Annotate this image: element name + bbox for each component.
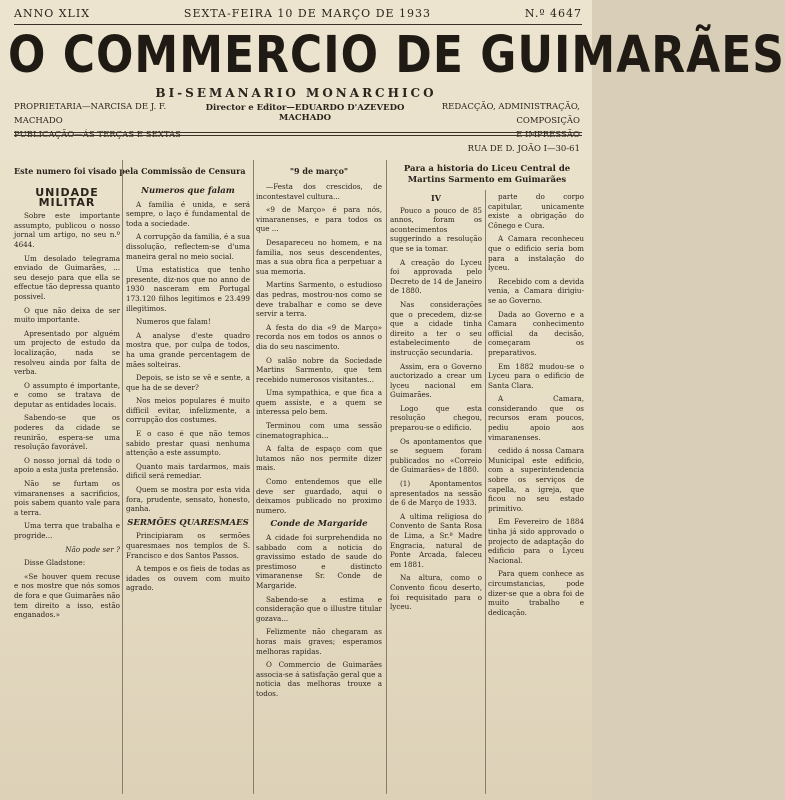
paragraph: E o caso é que não temos sabido prestar quasi nenhuma attenção a este assumpto. [126,429,250,458]
paragraph: Como entendemos que elle deve ser guardado, aqui o deixamos publicado no proximo numero. [256,477,382,515]
column-liceu-history [390,192,482,794]
header-rule-2 [14,135,582,136]
paragraph: Terminou com uma sessão cinematographica... [256,421,382,440]
paragraph: Sabendo-se que os poderes da cidade se reunirão, espera-se uma resolução favorável. [14,413,120,452]
director-line: Director e Editor—EDUARDO D'AZEVEDO MACHADO [205,103,405,123]
paragraph: «9 de Março» é para nós, vimaranenses, e para todos os que ... [256,205,382,234]
column-9-de-marco [256,182,382,794]
article-heading: Conde de Margaride [270,519,368,530]
column-divider [253,160,254,794]
address-line: RUA DE D. JOÃO I—30-61 [467,144,580,154]
paragraph: Recebido com a devida venia, a Camara dirigiu-se ao Governo. [488,276,584,305]
paragraph: Depois, se isto se vê e sente, a que ha de se dever? [126,373,250,392]
address-info [400,100,580,156]
paragraph: O assumpto é importante, e como se tratava de deputar as entidades locais. [14,380,120,409]
paragraph: Os apontamentos que se seguem foram publicados no «Correio de Guimarães» de 1880. [390,436,482,475]
masthead-subtitle: BI-SEMANARIO MONARCHICO [155,86,437,100]
paragraph: Um desolado telegrama enviado de Guimarães, ... seu desejo para que ella se effectue tão depressa quanto possivel. [14,253,120,301]
paragraph: A Camara reconheceu que o edificio seria bom para a instalação do lyceu. [488,234,584,273]
paragraph: «Se houver quem recuse e nos mostre que nós somos de fora e que Guimarães não tem direito a isso, estão enganados.» [14,571,120,620]
paragraph: Nas considerações que o precedem, diz-se que a cidade tinha direito a ter o seu estabelecimento de instrucção secundaria. [390,299,482,357]
paragraph: Para quem conhece as circumstancias, pode dizer-se que a obra foi de muito trabalho e dedicação. [488,569,584,617]
issue-number: N.º 4647 [524,6,582,20]
column-unidade-militar [14,182,120,794]
paragraph: Na altura, como o Convento ficou deserto, foi requisitado para o lyceu. [390,573,482,612]
header-rule [14,132,582,133]
paragraph: A corrupção da familia, é a sua dissolução, reflectem-se d'uma maneira geral no meio social. [126,232,250,261]
paragraph: Nos meios populares é muito difficil evitar, infelizmente, a corrupção dos costumes. [126,396,250,425]
paragraph: parte do corpo capitular, unicamente existe a obrigação do Cônego e Cura. [488,192,584,230]
paragraph: A festa do dia «9 de Março» recorda nos em todos os annos o dia do seu nascimento. [256,322,382,351]
paragraph: O salão nobre da Sociedade Martins Sarmento, que tem recebido numerosos visitantes... [256,355,382,384]
paragraph: Assim, era o Governo auctorizado a crear um lyceu nacional em Guimarães. [390,361,482,400]
paragraph: Pouco a pouco de 85 annos, foram os acontecimentos suggerindo a resolução que se ia tomar. [390,205,482,253]
censorship-notice: Este numero foi visado pela Commissão de Censura [14,166,246,176]
paragraph: A creação do Lyceu foi approvada pelo Decreto de 14 de Janeiro de 1880. [390,257,482,296]
impressao-line: E IMPRESSÃO [516,130,580,140]
redaction-line: REDACÇÃO, ADMINISTRAÇÃO, COMPOSIÇÃO [441,102,580,126]
paragraph: Sabendo-se a estima e consideração que o illustre titular gozava... [256,594,382,623]
column-divider [122,160,123,794]
proprietor-line: PROPRIETARIA—NARCISA DE J. F. MACHADO [14,102,167,126]
paragraph: A tempos e os fieis de todas as idades os ouvem com muito agrado. [126,564,250,593]
paragraph: Logo que esta resolução chegou, preparou-se o edificio. [390,403,482,433]
section-numeral: IV [431,193,441,203]
masthead-title: O COMMERCIO DE GUIMARÃES [8,26,785,85]
paragraph: Quem se mostra por esta vida fora, prudente, sensato, honesto, ganha. [126,485,250,514]
paragraph: A analyse d'este quadro mostra que, por culpa de todos, ha uma grande percentagem de mães solteiras. [126,330,250,369]
article-heading: Numeros que falam [141,186,235,196]
paragraph: A Camara, considerando que os recursos eram poucos, pediu apoio aos vimaranenses. [488,394,584,442]
paragraph: A ultima religiosa do Convento de Santa Rosa de Lima, a Sr.ª Madre Engracia, natural de Ponte Arcada, faleceu em 1881. [390,511,482,569]
paragraph: Uma terra que trabalha e progride... [14,521,120,540]
paragraph: Disse Gladstone: [24,558,86,568]
history-headline: Para a historia do Liceu Central de Martins Sarmento em Guimarães [403,164,571,185]
paragraph: Uma sympathica, e que fica a quem assiste, e a quem se interessa pelo bem. [256,388,382,417]
paragraph: O que não deixa de ser muito importante. [14,305,120,325]
paragraph: A falta de espaço com que lutamos não nos permite dizer mais. [256,444,382,473]
paragraph: —Festa dos crescidos, de incontestavel cultura... [256,182,382,201]
paragraph: Sobre este importante assumpto, publicou o nosso jornal um artigo, no seu n.º 4644. [14,211,120,249]
paragraph: Dada ao Governo e a Camara conhecimento official da decisão, começaram os preparativos. [488,309,584,357]
top-rule [14,24,582,25]
dateline [14,4,582,22]
paragraph: O Commercio de Guimarães associa-se á satisfação geral que a noticia das melhoras trouxe a todos. [256,660,382,698]
paragraph: Apresentado por alguém um projecto de estudo da localização, nada se resolveu ainda por falta de verba. [14,328,120,377]
footnote: (1) Apontamentos apresentados na sessão de 6 de Março de 1933. [390,479,482,508]
paragraph: Em 1882 mudou-se o Lyceu para o edificio de Santa Clara. [488,361,584,390]
paragraph: Martins Sarmento, o estudioso das pedras, mostrou-nos como se deve trabalhar e como se deve servir a terra. [256,280,382,319]
paragraph: Desapareceu no homem, e na familia, nos seus descendentes, mas a sua obra fica a perpetuar a sua memoria. [256,237,382,276]
paragraph: Em Fevereiro de 1884 tinha já sido approvado o projecto de adaptação do edificio para o Lyceu Nacional. [488,517,584,565]
paragraph: Uma estatistica que tenho presente, diz-nos que no anno de 1930 nasceram em Portugal 173.120 filhos legitimos e 23.499 illegitimos. [126,265,250,313]
article-heading: SERMÕES QUARESMAES [127,517,249,528]
paragraph: A cidade foi surprehendida no sabbado com a noticia do gravissimo estado de saude do prestimoso e distincto vimaranense Sr. Conde de Margaride. [256,533,382,590]
paragraph: Felizmente não chegaram as horas mais graves; esperamos melhoras rapidas. [256,627,382,656]
paragraph: Quanto mais tardarmos, mais dificil será remediar. [126,461,250,481]
signature: Não pode ser ? [65,544,120,554]
column-divider [386,160,387,794]
paragraph: A familia é unida, e será sempre, o laço é fundamental de toda a sociedade. [126,199,250,228]
date-label: SEXTA-FEIRA 10 DE MARÇO DE 1933 [183,6,432,20]
column-divider [485,190,486,794]
article-heading: UNIDADE MILITAR [35,186,99,209]
paragraph: cedido á nossa Camara Municipal este edificio, com a superintendencia sobre os serviços de capella, a igreja, que ficou no seu estado primitivo. [488,446,584,513]
column-numeros-que-falam [126,182,250,794]
paragraph: O nosso jornal dá todo o apoio a esta justa pretensão. [14,455,120,475]
march-headline: "9 de março" [289,166,349,176]
paragraph: Não se furtam os vimaranenses a sacrificios, pois sabem quanto vale para a terra. [14,479,120,517]
paragraph: Numeros que falam! [136,317,211,327]
paragraph: Principiaram os sermões quaresmaes nos templos de S. Francisco e dos Santos Passos. [126,531,250,560]
column-liceu-continued [488,192,584,794]
volume-label: ANNO XLIX [14,6,91,20]
publication-line: PUBLICAÇÃO—ÁS TERÇAS E SEXTAS [14,130,181,140]
